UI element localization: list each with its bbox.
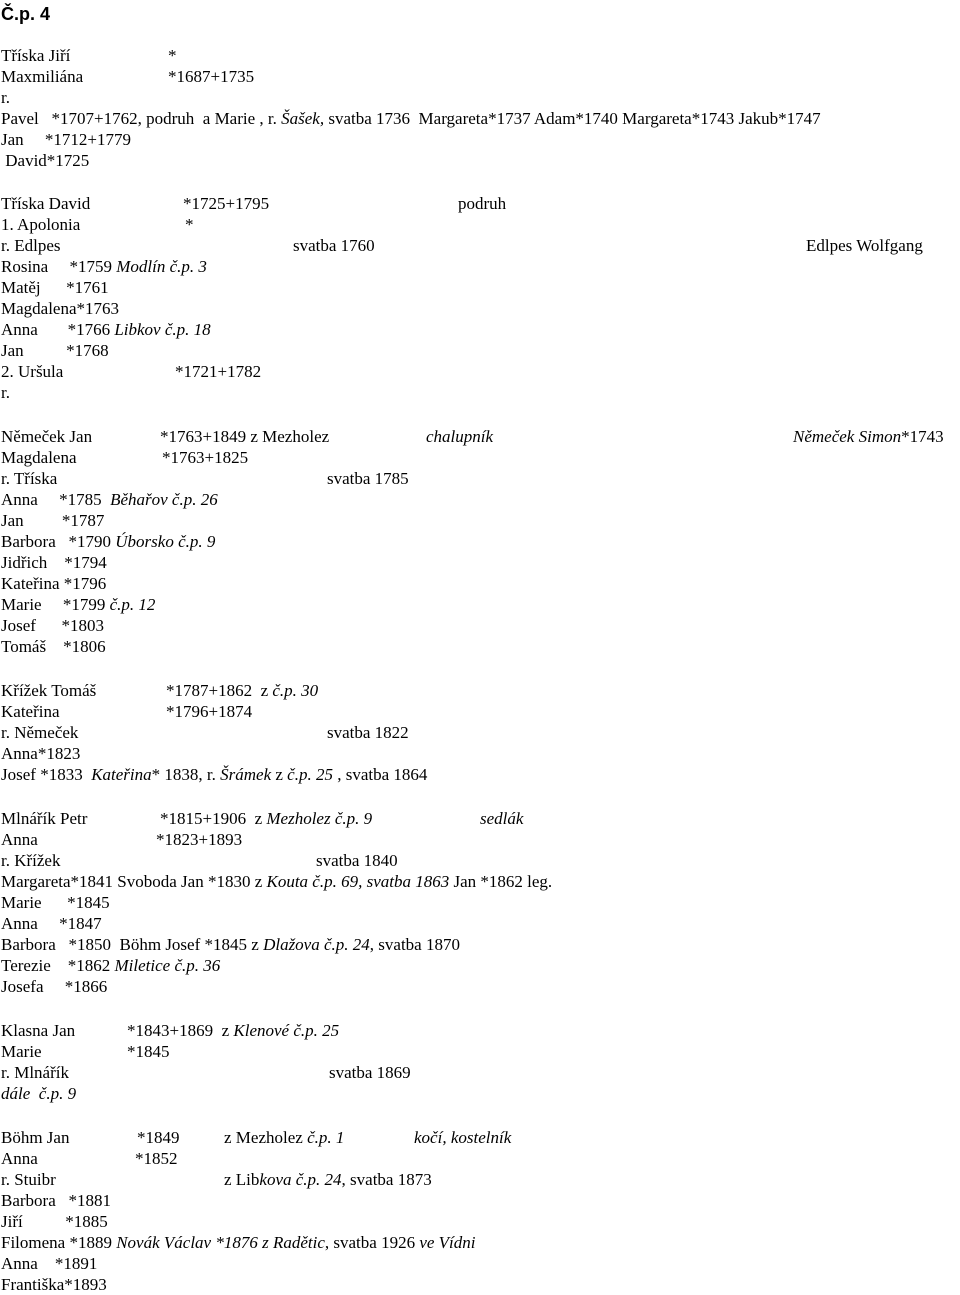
text-line: Anna *1766 Libkov č.p. 18 [1,320,211,339]
text-line: Anna *1785 Běhařov č.p. 26 [1,490,218,509]
text-line: Terezie *1862 Miletice č.p. 36 [1,956,221,975]
text-line: Jidřich *1794 [1,553,107,572]
text-line: Jan *1787 [1,511,105,530]
text-line: Anna *1847 [1,914,102,933]
text-line: Josef *1833 Kateřina* 1838, r. Šrámek z č.p. 25 , svatba 1864 [1,765,428,784]
text-line: Marie [1,1042,42,1061]
text-line: * [168,46,177,65]
text-line: Barbora *1790 Úborsko č.p. 9 [1,532,216,551]
text-line: Kateřina [1,702,60,721]
text-line: *1823+1893 [156,830,243,849]
text-line: r. Křížek [1,851,61,870]
text-line: Anna [1,1149,38,1168]
text-line: *1815+1906 z Mezholez č.p. 9 [160,809,373,828]
text-line: Marie *1799 č.p. 12 [1,595,156,614]
text-line: Margareta*1841 Svoboda Jan *1830 z Kouta č.p. 69, svatba 1863 Jan *1862 leg. [1,872,553,891]
text-line: *1721+1782 [175,362,262,381]
text-line: Matěj *1761 [1,278,109,297]
text-line: Maxmiliána [1,67,84,86]
text-line: r. Stuibr [1,1170,56,1189]
text-line: z Mezholez č.p. 1 [224,1128,345,1147]
text-line: Magdalena*1763 [1,299,120,318]
text-line: Rosina *1759 Modlín č.p. 3 [1,257,207,276]
text-line: sedlák [480,809,524,828]
text-line: Anna [1,830,38,849]
text-line: Kateřina *1796 [1,574,107,593]
text-line: 2. Uršula [1,362,64,381]
text-line: z Libkova č.p. 24, svatba 1873 [224,1170,432,1189]
text-line: svatba 1785 [327,469,409,488]
text-line: Barbora *1850 Böhm Josef *1845 z Dlažova č.p. 24, svatba 1870 [1,935,460,954]
text-line: Filomena *1889 Novák Václav *1876 z Radětic, svatba 1926 ve Vídni [1,1233,476,1252]
text-line: Böhm Jan [1,1128,70,1147]
text-line: David*1725 [1,151,90,170]
text-line: Edlpes Wolfgang [806,236,923,255]
text-line: dále č.p. 9 [1,1084,77,1103]
text-line: Marie *1845 [1,893,110,912]
text-line: r. [1,88,10,107]
text-line: *1843+1869 z Klenové č.p. 25 [127,1021,340,1040]
text-line: 1. Apolonia [1,215,81,234]
text-line: chalupník [426,427,494,446]
text-line: *1845 [127,1042,170,1061]
text-line: Anna*1823 [1,744,81,763]
text-line: *1849 [137,1128,180,1147]
text-line: r. Tříska [1,469,58,488]
text-line: Barbora *1881 [1,1191,112,1210]
text-line: Františka*1893 [1,1275,107,1294]
text-line: *1687+1735 [168,67,255,86]
text-line: podruh [458,194,507,213]
text-line: *1852 [135,1149,178,1168]
text-line: Josef *1803 [1,616,104,635]
text-line: Magdalena [1,448,77,467]
text-line: Jan *1768 [1,341,109,360]
text-line: *1796+1874 [166,702,253,721]
text-line: r. Edlpes [1,236,61,255]
text-line: Jan *1712+1779 [1,130,131,149]
text-line: Němeček Simon*1743 [793,427,944,446]
text-line: Tříska Jiří [1,46,71,65]
text-line: Klasna Jan [1,1021,76,1040]
text-line: kočí, kostelník [414,1128,512,1147]
text-line: Jiří *1885 [1,1212,108,1231]
text-line: svatba 1822 [327,723,409,742]
text-line: r. Němeček [1,723,79,742]
text-line: svatba 1760 [293,236,375,255]
text-line: Němeček Jan [1,427,93,446]
text-line: Pavel *1707+1762, podruh a Marie , r. Šašek, svatba 1736 Margareta*1737 Adam*1740 Margareta*1743 Jakub*1747 [1,109,821,128]
page-title: Č.p. 4 [1,4,51,24]
text-line: Tomáš *1806 [1,637,106,656]
text-line: Tříska David [1,194,91,213]
text-line: r. Mlnářík [1,1063,69,1082]
text-line: Mlnářík Petr [1,809,88,828]
text-line: *1763+1849 z Mezholez [160,427,330,446]
text-line: *1787+1862 z č.p. 30 [166,681,319,700]
text-line: *1725+1795 [183,194,270,213]
text-line: svatba 1869 [329,1063,411,1082]
text-line: Josefa *1866 [1,977,108,996]
text-line: *1763+1825 [162,448,249,467]
text-line: * [185,215,194,234]
text-line: svatba 1840 [316,851,398,870]
text-line: Anna *1891 [1,1254,98,1273]
text-line: Křížek Tomáš [1,681,97,700]
text-line: r. [1,383,10,402]
